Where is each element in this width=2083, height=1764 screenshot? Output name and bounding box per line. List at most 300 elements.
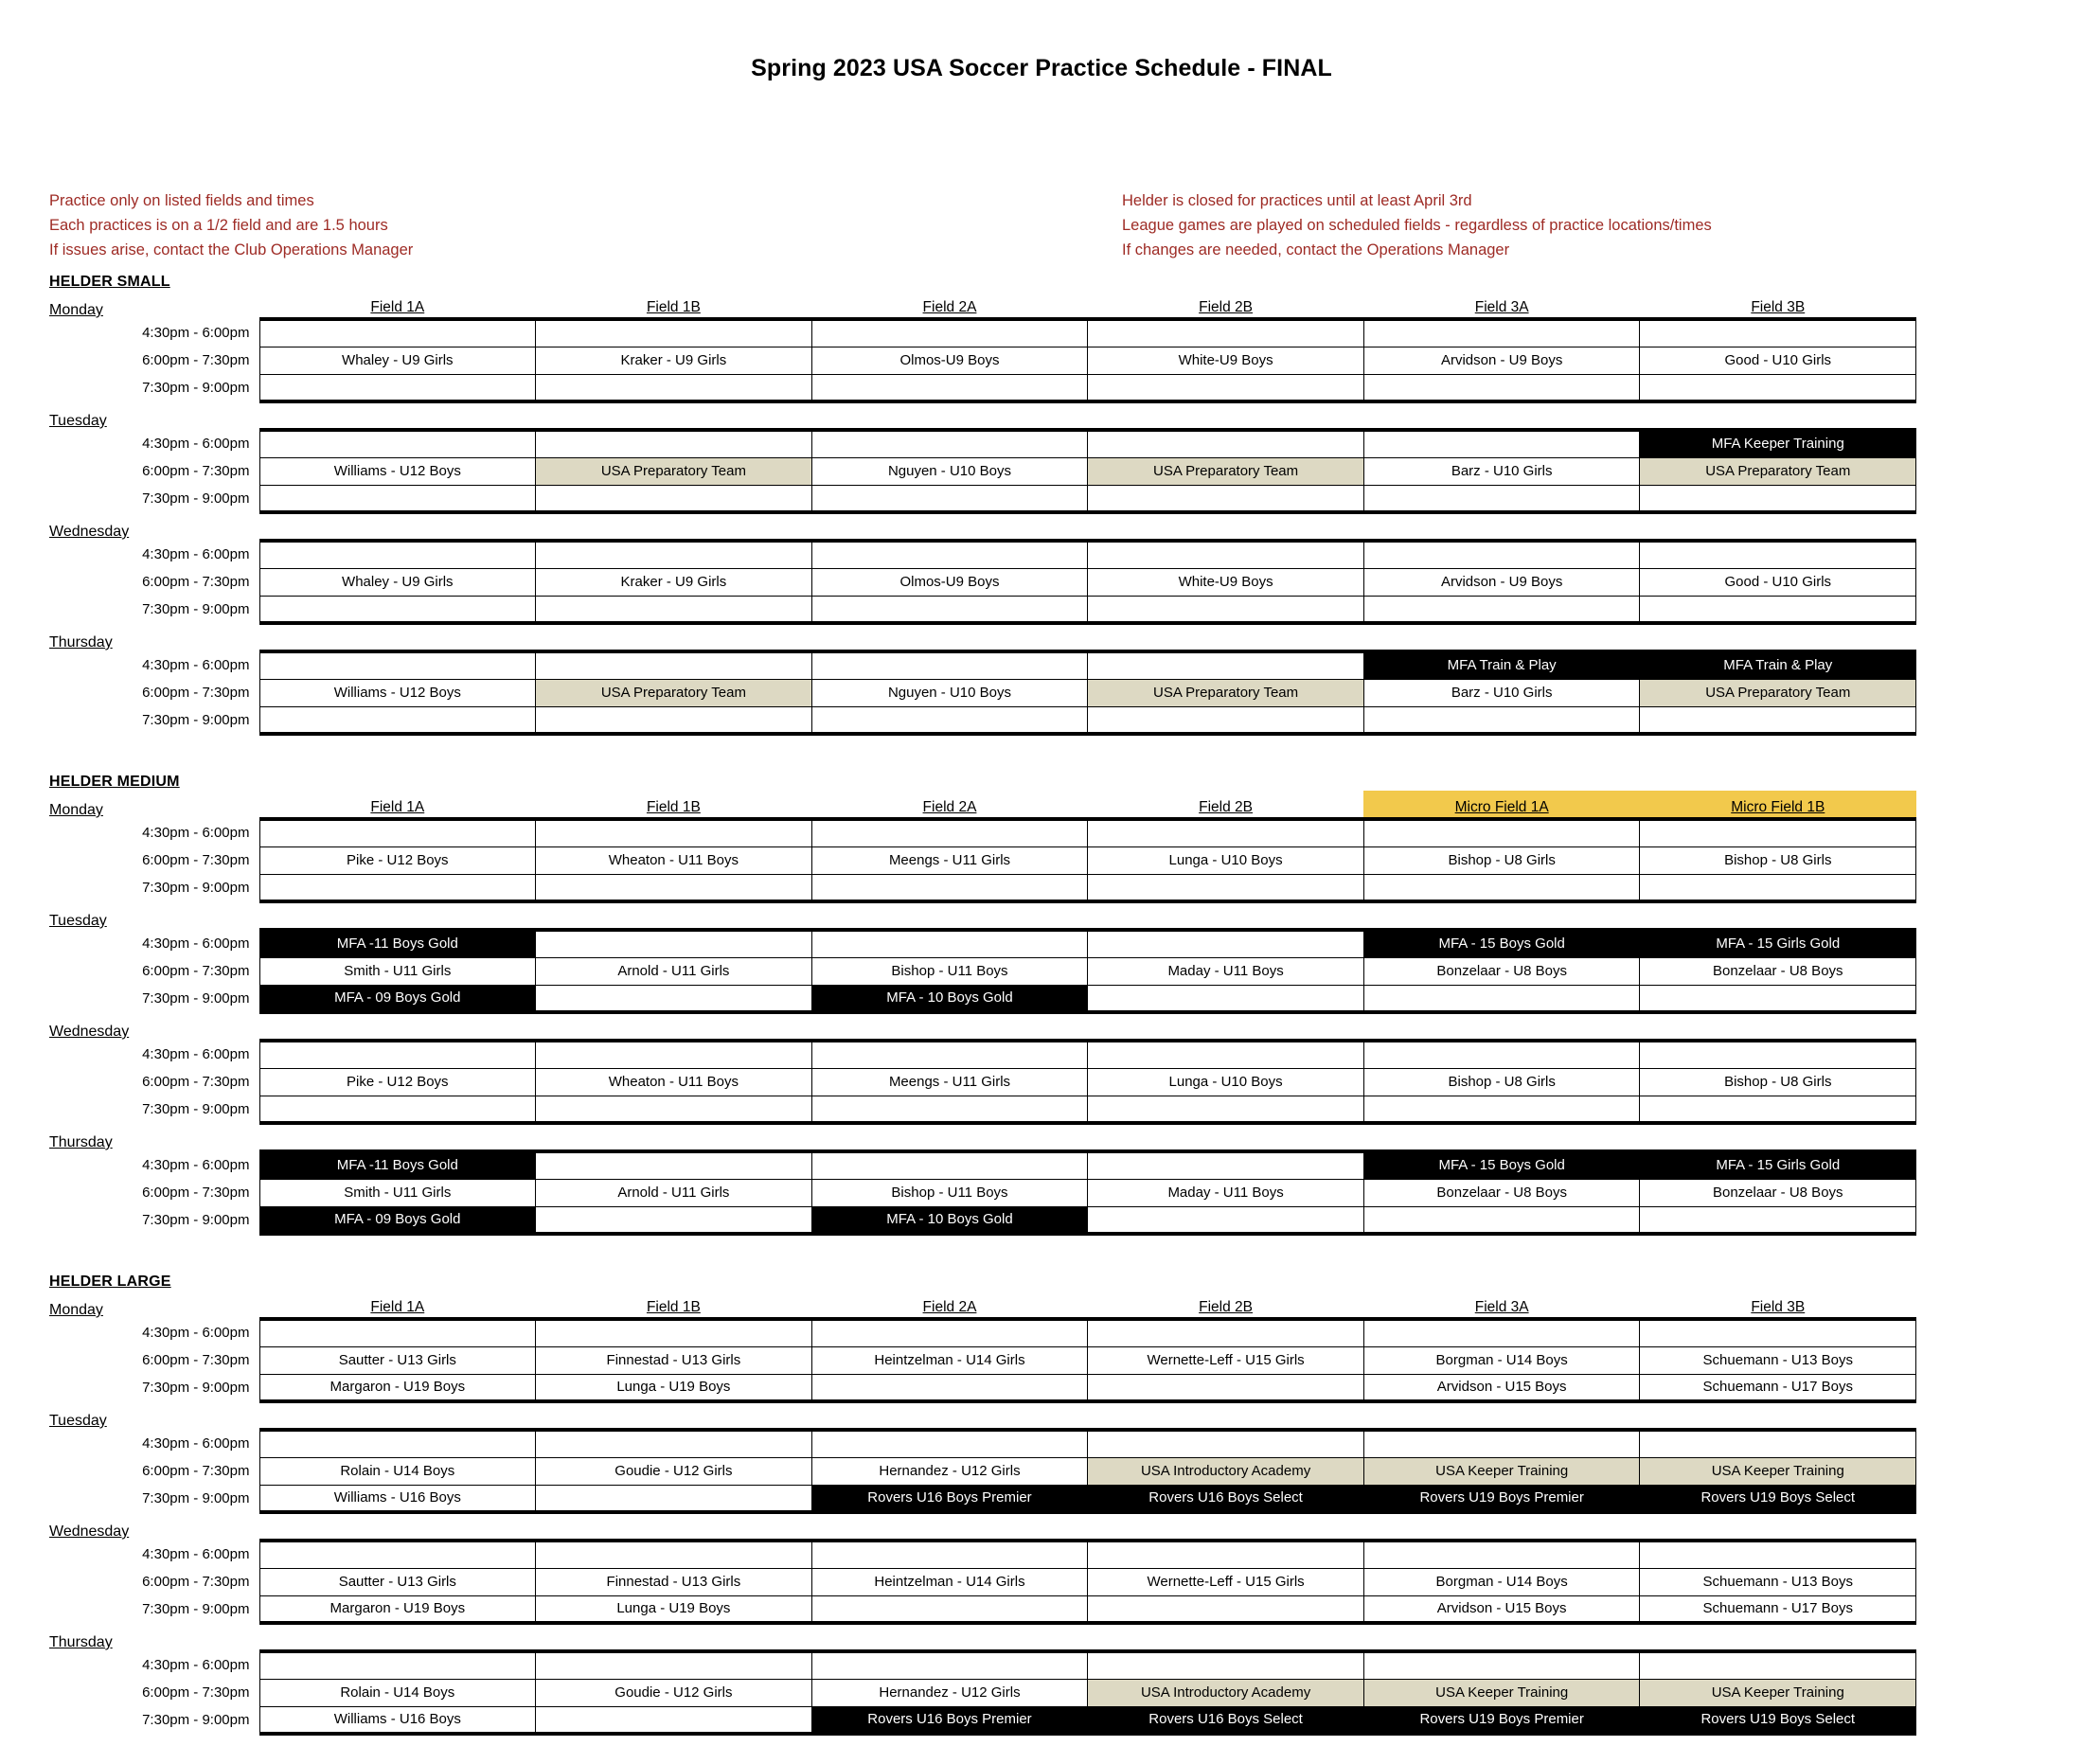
field-header-field-1b (536, 1512, 812, 1541)
field-header-field-2b (1088, 1623, 1364, 1651)
schedule-cell[interactable]: Hernandez - U12 Girls (811, 1457, 1088, 1485)
schedule-cell[interactable]: MFA - 15 Boys Gold (1363, 930, 1640, 957)
schedule-cell[interactable] (536, 1651, 812, 1679)
schedule-cell[interactable]: USA Keeper Training (1363, 1679, 1640, 1706)
schedule-cell[interactable]: USA Preparatory Team (536, 679, 812, 706)
field-header-field-2a (811, 623, 1088, 651)
schedule-cell[interactable] (1088, 319, 1364, 347)
schedule-cell[interactable] (1363, 430, 1640, 457)
day-header-row (49, 512, 1916, 541)
schedule-cell[interactable] (1640, 1651, 1916, 1679)
schedule-row (49, 1679, 1916, 1706)
schedule-cell[interactable] (1088, 430, 1364, 457)
schedule-cell[interactable] (811, 1096, 1088, 1123)
schedule-cell[interactable] (811, 1651, 1088, 1679)
schedule-row (49, 457, 1916, 485)
day-label-thursday (49, 1623, 259, 1651)
schedule-cell[interactable] (1088, 1651, 1364, 1679)
schedule-cell[interactable]: Olmos-U9 Boys (811, 568, 1088, 596)
schedule-cell[interactable]: White-U9 Boys (1088, 568, 1364, 596)
schedule-cell[interactable] (1088, 596, 1364, 623)
field-header-field-1a (259, 291, 536, 319)
schedule-cell[interactable] (536, 706, 812, 734)
schedule-cell[interactable]: Lunga - U19 Boys (536, 1374, 812, 1401)
schedule-cell[interactable]: Rovers U19 Boys Select (1640, 1706, 1916, 1734)
time-slot-label: 4:30pm - 6:00pm (142, 1157, 250, 1173)
field-header-text: Field 2A (922, 799, 977, 815)
schedule-cell[interactable]: Schuemann - U13 Boys (1640, 1346, 1916, 1374)
schedule-cell[interactable]: Margaron - U19 Boys (259, 1374, 536, 1401)
schedule-cell[interactable] (1363, 1206, 1640, 1234)
field-header-field-2b (1088, 401, 1364, 430)
schedule-cell[interactable] (811, 1430, 1088, 1457)
time-slot-label: 7:30pm - 9:00pm (142, 490, 250, 507)
schedule-cell[interactable]: USA Keeper Training (1640, 1679, 1916, 1706)
schedule-cell[interactable]: USA Preparatory Team (1640, 679, 1916, 706)
schedule-cell[interactable]: White-U9 Boys (1088, 347, 1364, 374)
schedule-cell[interactable]: Meengs - U11 Girls (811, 846, 1088, 874)
field-header-field-2a (811, 1012, 1088, 1041)
schedule-cell[interactable]: Goudie - U12 Girls (536, 1457, 812, 1485)
schedule-cell[interactable]: Bonzelaar - U8 Boys (1640, 957, 1916, 985)
schedule-cell[interactable] (811, 874, 1088, 901)
schedule-row (49, 985, 1916, 1012)
day-label-text: Wednesday (49, 1523, 130, 1540)
schedule-cell[interactable] (1640, 485, 1916, 512)
section-title: HELDER MEDIUM (49, 774, 180, 790)
schedule-cell[interactable] (1088, 874, 1364, 901)
schedule-cell[interactable]: MFA - 09 Boys Gold (259, 1206, 536, 1234)
schedule-cell[interactable] (1088, 1206, 1364, 1234)
schedule-cell[interactable]: Schuemann - U17 Boys (1640, 1374, 1916, 1401)
schedule-cell[interactable] (1088, 1151, 1364, 1179)
schedule-cell[interactable] (1363, 1430, 1640, 1457)
field-header-field-2a (811, 791, 1088, 819)
field-header-field-1b (536, 1291, 812, 1319)
schedule-cell[interactable]: Rovers U19 Boys Premier (1363, 1485, 1640, 1512)
schedule-cell[interactable] (811, 1151, 1088, 1179)
schedule-cell[interactable]: MFA - 15 Girls Gold (1640, 1151, 1916, 1179)
schedule-cell[interactable]: Meengs - U11 Girls (811, 1068, 1088, 1096)
schedule-cell[interactable]: Good - U10 Girls (1640, 347, 1916, 374)
schedule-cell[interactable] (1363, 596, 1640, 623)
schedule-cell[interactable] (811, 651, 1088, 679)
schedule-cell[interactable] (1363, 706, 1640, 734)
schedule-cell[interactable] (811, 1595, 1088, 1623)
schedule-cell[interactable] (811, 319, 1088, 347)
schedule-cell[interactable] (536, 1541, 812, 1568)
schedule-cell[interactable]: Rovers U16 Boys Select (1088, 1485, 1364, 1512)
schedule-cell[interactable] (1363, 1096, 1640, 1123)
field-header-field-3a (1363, 401, 1640, 430)
field-header-field-2b (1088, 1401, 1364, 1430)
schedule-cell[interactable] (1088, 1319, 1364, 1346)
time-slot-label: 4:30pm - 6:00pm (142, 436, 250, 452)
schedule-cell[interactable]: Margaron - U19 Boys (259, 1595, 536, 1623)
notes-left-column (49, 188, 413, 262)
schedule-cell[interactable]: Rovers U19 Boys Select (1640, 1485, 1916, 1512)
schedule-cell[interactable] (1363, 1319, 1640, 1346)
schedule-cell[interactable]: MFA -11 Boys Gold (259, 930, 536, 957)
schedule-cell[interactable]: Wernette-Leff - U15 Girls (1088, 1346, 1364, 1374)
field-header-text: Field 3A (1474, 299, 1529, 315)
schedule-cell[interactable]: Bishop - U8 Girls (1640, 846, 1916, 874)
schedule-cell[interactable] (1640, 596, 1916, 623)
schedule-cell[interactable] (259, 1041, 536, 1068)
schedule-cell[interactable]: Wheaton - U11 Boys (536, 1068, 812, 1096)
field-header-field-2a (811, 1123, 1088, 1151)
schedule-cell[interactable] (811, 1319, 1088, 1346)
schedule-cell[interactable]: Heintzelman - U14 Girls (811, 1346, 1088, 1374)
schedule-cell[interactable] (536, 485, 812, 512)
schedule-cell[interactable] (259, 596, 536, 623)
schedule-table-helder-medium (49, 791, 1916, 1236)
schedule-cell[interactable]: MFA Train & Play (1640, 651, 1916, 679)
schedule-cell[interactable]: Bishop - U11 Boys (811, 957, 1088, 985)
schedule-cell[interactable] (259, 374, 536, 401)
schedule-row (49, 596, 1916, 623)
schedule-cell[interactable]: Arnold - U11 Girls (536, 957, 812, 985)
schedule-cell[interactable] (1363, 485, 1640, 512)
schedule-cell[interactable] (1088, 374, 1364, 401)
time-slot-label: 7:30pm - 9:00pm (142, 1601, 250, 1617)
schedule-cell[interactable]: Bonzelaar - U8 Boys (1363, 957, 1640, 985)
schedule-cell[interactable] (811, 374, 1088, 401)
schedule-cell[interactable]: MFA Keeper Training (1640, 430, 1916, 457)
schedule-cell[interactable]: Lunga - U19 Boys (536, 1595, 812, 1623)
schedule-cell[interactable] (259, 651, 536, 679)
schedule-cell[interactable] (259, 1096, 536, 1123)
schedule-cell[interactable]: Wheaton - U11 Boys (536, 846, 812, 874)
field-header-field-3a (1363, 291, 1640, 319)
schedule-cell[interactable] (1640, 319, 1916, 347)
schedule-cell[interactable] (1363, 1651, 1640, 1679)
field-header-field-3b (1640, 1401, 1916, 1430)
schedule-cell[interactable]: Lunga - U10 Boys (1088, 1068, 1364, 1096)
schedule-row (49, 1346, 1916, 1374)
schedule-cell[interactable]: Kraker - U9 Girls (536, 347, 812, 374)
schedule-cell[interactable]: Bonzelaar - U8 Boys (1640, 1179, 1916, 1206)
schedule-cell[interactable] (1640, 1096, 1916, 1123)
schedule-cell[interactable] (1640, 541, 1916, 568)
schedule-cell[interactable]: MFA - 10 Boys Gold (811, 1206, 1088, 1234)
schedule-cell[interactable] (811, 930, 1088, 957)
schedule-cell[interactable] (259, 1651, 536, 1679)
schedule-cell[interactable] (1640, 1206, 1916, 1234)
schedule-cell[interactable] (259, 706, 536, 734)
section-helder-large (0, 1274, 2083, 1764)
schedule-cell[interactable] (1640, 874, 1916, 901)
schedule-cell[interactable] (811, 1041, 1088, 1068)
day-label-text: Monday (49, 802, 103, 818)
schedule-row (49, 1374, 1916, 1401)
schedule-cell[interactable]: USA Keeper Training (1363, 1457, 1640, 1485)
schedule-cell[interactable] (259, 819, 536, 846)
schedule-cell[interactable]: Pike - U12 Boys (259, 846, 536, 874)
schedule-cell[interactable]: Smith - U11 Girls (259, 957, 536, 985)
note-line: If changes are needed, contact the Operations Manager (1122, 241, 1510, 258)
schedule-cell[interactable]: MFA -11 Boys Gold (259, 1151, 536, 1179)
schedule-cell[interactable]: Sautter - U13 Girls (259, 1346, 536, 1374)
schedule-cell[interactable]: Arvidson - U9 Boys (1363, 568, 1640, 596)
schedule-cell[interactable]: Lunga - U10 Boys (1088, 846, 1364, 874)
schedule-cell[interactable] (1088, 1541, 1364, 1568)
field-header-field-1a (259, 623, 536, 651)
schedule-cell[interactable] (259, 1430, 536, 1457)
day-header-row (49, 1512, 1916, 1541)
schedule-cell[interactable] (1088, 1374, 1364, 1401)
schedule-cell[interactable] (536, 819, 812, 846)
schedule-cell[interactable]: Heintzelman - U14 Girls (811, 1568, 1088, 1595)
schedule-cell[interactable] (811, 485, 1088, 512)
schedule-cell[interactable] (1640, 706, 1916, 734)
schedule-cell[interactable]: Maday - U11 Boys (1088, 1179, 1364, 1206)
schedule-cell[interactable]: Bishop - U8 Girls (1640, 1068, 1916, 1096)
schedule-cell[interactable] (536, 1706, 812, 1734)
schedule-cell[interactable]: Sautter - U13 Girls (259, 1568, 536, 1595)
schedule-cell[interactable] (536, 430, 812, 457)
schedule-cell[interactable]: Williams - U16 Boys (259, 1706, 536, 1734)
schedule-cell[interactable] (259, 319, 536, 347)
schedule-cell[interactable] (536, 874, 812, 901)
schedule-cell[interactable]: Kraker - U9 Girls (536, 568, 812, 596)
day-label-monday (49, 291, 259, 319)
schedule-cell[interactable] (1640, 1041, 1916, 1068)
schedule-cell[interactable] (1363, 819, 1640, 846)
schedule-page (0, 55, 2083, 1728)
time-slot-label: 6:00pm - 7:30pm (142, 352, 250, 368)
schedule-cell[interactable] (1088, 1096, 1364, 1123)
schedule-cell[interactable] (259, 485, 536, 512)
schedule-cell[interactable] (1363, 1041, 1640, 1068)
schedule-row (49, 651, 1916, 679)
schedule-cell[interactable]: Good - U10 Girls (1640, 568, 1916, 596)
field-header-field-2a (811, 512, 1088, 541)
time-slot-label: 7:30pm - 9:00pm (142, 712, 250, 728)
schedule-cell[interactable]: Williams - U16 Boys (259, 1485, 536, 1512)
schedule-cell[interactable]: Rovers U16 Boys Premier (811, 1485, 1088, 1512)
schedule-cell[interactable]: Schuemann - U17 Boys (1640, 1595, 1916, 1623)
schedule-cell[interactable] (1363, 319, 1640, 347)
schedule-row (49, 1568, 1916, 1595)
schedule-cell[interactable]: Whaley - U9 Girls (259, 568, 536, 596)
schedule-cell[interactable]: Hernandez - U12 Girls (811, 1679, 1088, 1706)
field-header-field-2b (1088, 901, 1364, 930)
schedule-cell[interactable]: USA Preparatory Team (536, 457, 812, 485)
schedule-cell[interactable] (536, 1206, 812, 1234)
schedule-cell[interactable] (536, 1151, 812, 1179)
schedule-cell[interactable]: Finnestad - U13 Girls (536, 1346, 812, 1374)
schedule-cell[interactable] (259, 541, 536, 568)
schedule-cell[interactable] (259, 430, 536, 457)
schedule-cell[interactable]: Rovers U19 Boys Premier (1363, 1706, 1640, 1734)
field-header-text: Micro Field 1B (1731, 799, 1825, 815)
time-slot-label: 7:30pm - 9:00pm (142, 1380, 250, 1396)
day-label-monday (49, 1291, 259, 1319)
time-slot-label: 6:00pm - 7:30pm (142, 1185, 250, 1201)
schedule-cell[interactable]: Olmos-U9 Boys (811, 347, 1088, 374)
schedule-cell[interactable] (1363, 874, 1640, 901)
section-helder-medium (0, 774, 2083, 1264)
time-slot-label: 6:00pm - 7:30pm (142, 1574, 250, 1590)
schedule-cell[interactable]: Goudie - U12 Girls (536, 1679, 812, 1706)
field-header-field-1a (259, 1623, 536, 1651)
field-header-text: Field 2A (922, 299, 977, 315)
schedule-cell[interactable] (1640, 1430, 1916, 1457)
field-header-field-2b (1088, 1012, 1364, 1041)
schedule-cell[interactable] (1088, 1041, 1364, 1068)
schedule-row (49, 1706, 1916, 1734)
schedule-cell[interactable] (536, 930, 812, 957)
schedule-row (49, 1651, 1916, 1679)
schedule-cell[interactable]: USA Introductory Academy (1088, 1679, 1364, 1706)
schedule-cell[interactable] (536, 1041, 812, 1068)
schedule-cell[interactable] (1640, 374, 1916, 401)
day-label-monday (49, 791, 259, 819)
schedule-cell[interactable]: Bishop - U8 Girls (1363, 1068, 1640, 1096)
time-slot-label: 6:00pm - 7:30pm (142, 685, 250, 701)
page-title: Spring 2023 USA Soccer Practice Schedule - FINAL (751, 55, 1332, 81)
schedule-cell[interactable]: Bonzelaar - U8 Boys (1363, 1179, 1640, 1206)
day-label-text: Thursday (49, 1634, 113, 1650)
schedule-cell[interactable]: Arvidson - U15 Boys (1363, 1374, 1640, 1401)
schedule-cell[interactable] (811, 541, 1088, 568)
schedule-table-helder-large (49, 1291, 1916, 1736)
field-header-text: Field 1B (646, 299, 701, 315)
schedule-cell[interactable]: Arvidson - U9 Boys (1363, 347, 1640, 374)
field-header-field-1a (259, 512, 536, 541)
schedule-cell[interactable]: Rolain - U14 Boys (259, 1457, 536, 1485)
field-header-micro-field-1b (1640, 1012, 1916, 1041)
field-header-micro-field-1a (1363, 1123, 1640, 1151)
schedule-cell[interactable]: Maday - U11 Boys (1088, 957, 1364, 985)
schedule-cell[interactable] (1088, 819, 1364, 846)
schedule-cell[interactable] (1088, 1595, 1364, 1623)
time-slot-label: 6:00pm - 7:30pm (142, 1074, 250, 1090)
schedule-cell[interactable]: Williams - U12 Boys (259, 457, 536, 485)
schedule-cell[interactable]: MFA - 10 Boys Gold (811, 985, 1088, 1012)
schedule-cell[interactable] (811, 1374, 1088, 1401)
schedule-cell[interactable] (1363, 374, 1640, 401)
schedule-cell[interactable] (536, 651, 812, 679)
schedule-cell[interactable] (259, 1541, 536, 1568)
schedule-cell[interactable]: USA Preparatory Team (1640, 457, 1916, 485)
schedule-cell[interactable]: Nguyen - U10 Boys (811, 679, 1088, 706)
time-slot-label: 6:00pm - 7:30pm (142, 1684, 250, 1701)
schedule-cell[interactable] (259, 874, 536, 901)
time-slot-label: 4:30pm - 6:00pm (142, 325, 250, 341)
schedule-cell[interactable] (1088, 930, 1364, 957)
schedule-cell[interactable]: Arnold - U11 Girls (536, 1179, 812, 1206)
schedule-cell[interactable]: Wernette-Leff - U15 Girls (1088, 1568, 1364, 1595)
schedule-cell[interactable]: Borgman - U14 Boys (1363, 1568, 1640, 1595)
schedule-cell[interactable] (536, 1096, 812, 1123)
schedule-cell[interactable] (1088, 651, 1364, 679)
schedule-cell[interactable]: Whaley - U9 Girls (259, 347, 536, 374)
schedule-cell[interactable] (1363, 985, 1640, 1012)
field-header-field-1a (259, 791, 536, 819)
schedule-cell[interactable] (1363, 541, 1640, 568)
field-header-micro-field-1b (1640, 901, 1916, 930)
schedule-cell[interactable]: USA Preparatory Team (1088, 457, 1364, 485)
schedule-cell[interactable] (811, 706, 1088, 734)
schedule-cell[interactable]: Bishop - U8 Girls (1363, 846, 1640, 874)
schedule-cell[interactable] (536, 985, 812, 1012)
schedule-cell[interactable] (536, 1319, 812, 1346)
schedule-cell[interactable]: Barz - U10 Girls (1363, 457, 1640, 485)
schedule-cell[interactable] (536, 596, 812, 623)
schedule-cell[interactable] (1088, 706, 1364, 734)
schedule-cell[interactable]: Barz - U10 Girls (1363, 679, 1640, 706)
schedule-cell[interactable]: Pike - U12 Boys (259, 1068, 536, 1096)
schedule-cell[interactable] (536, 374, 812, 401)
schedule-cell[interactable]: Rovers U16 Boys Select (1088, 1706, 1364, 1734)
schedule-cell[interactable]: MFA - 09 Boys Gold (259, 985, 536, 1012)
day-label-text: Tuesday (49, 413, 107, 429)
schedule-cell[interactable] (1088, 1430, 1364, 1457)
schedule-cell[interactable]: USA Preparatory Team (1088, 679, 1364, 706)
schedule-cell[interactable]: USA Introductory Academy (1088, 1457, 1364, 1485)
day-label-text: Tuesday (49, 913, 107, 929)
schedule-cell[interactable] (536, 319, 812, 347)
schedule-cell[interactable]: Arvidson - U15 Boys (1363, 1595, 1640, 1623)
time-slot-label: 7:30pm - 9:00pm (142, 601, 250, 617)
schedule-cell[interactable]: Rovers U16 Boys Premier (811, 1706, 1088, 1734)
schedule-cell[interactable]: Williams - U12 Boys (259, 679, 536, 706)
time-slot-label: 7:30pm - 9:00pm (142, 990, 250, 1007)
day-header-row (49, 1291, 1916, 1319)
time-slot-label: 6:00pm - 7:30pm (142, 963, 250, 979)
schedule-cell[interactable] (1640, 1319, 1916, 1346)
schedule-cell[interactable] (259, 1319, 536, 1346)
schedule-cell[interactable]: Bishop - U11 Boys (811, 1179, 1088, 1206)
time-slot-label: 6:00pm - 7:30pm (142, 1352, 250, 1368)
field-header-field-2a (811, 901, 1088, 930)
schedule-cell[interactable]: Rolain - U14 Boys (259, 1679, 536, 1706)
schedule-cell[interactable]: Schuemann - U13 Boys (1640, 1568, 1916, 1595)
schedule-cell[interactable]: Finnestad - U13 Girls (536, 1568, 812, 1595)
schedule-cell[interactable]: MFA - 15 Girls Gold (1640, 930, 1916, 957)
day-label-text: Tuesday (49, 1413, 107, 1429)
field-header-field-3b (1640, 623, 1916, 651)
field-header-field-1a (259, 1012, 536, 1041)
schedule-cell[interactable]: Nguyen - U10 Boys (811, 457, 1088, 485)
schedule-cell[interactable]: MFA - 15 Boys Gold (1363, 1151, 1640, 1179)
schedule-cell[interactable]: Smith - U11 Girls (259, 1179, 536, 1206)
field-header-field-1a (259, 401, 536, 430)
schedule-cell[interactable] (811, 430, 1088, 457)
schedule-cell[interactable] (1363, 1541, 1640, 1568)
schedule-cell[interactable] (811, 819, 1088, 846)
day-header-row (49, 1623, 1916, 1651)
schedule-cell[interactable] (1640, 985, 1916, 1012)
schedule-cell[interactable] (811, 596, 1088, 623)
schedule-cell[interactable]: MFA Train & Play (1363, 651, 1640, 679)
schedule-cell[interactable] (536, 1430, 812, 1457)
field-header-micro-field-1a (1363, 1012, 1640, 1041)
schedule-cell[interactable] (1088, 485, 1364, 512)
schedule-cell[interactable] (1088, 541, 1364, 568)
schedule-cell[interactable] (536, 541, 812, 568)
schedule-cell[interactable]: USA Keeper Training (1640, 1457, 1916, 1485)
schedule-cell[interactable]: Borgman - U14 Boys (1363, 1346, 1640, 1374)
schedule-cell[interactable] (1088, 985, 1364, 1012)
schedule-cell[interactable] (811, 1541, 1088, 1568)
schedule-cell[interactable] (536, 1485, 812, 1512)
field-header-field-1b (536, 401, 812, 430)
schedule-cell[interactable] (1640, 1541, 1916, 1568)
schedule-cell[interactable] (1640, 819, 1916, 846)
